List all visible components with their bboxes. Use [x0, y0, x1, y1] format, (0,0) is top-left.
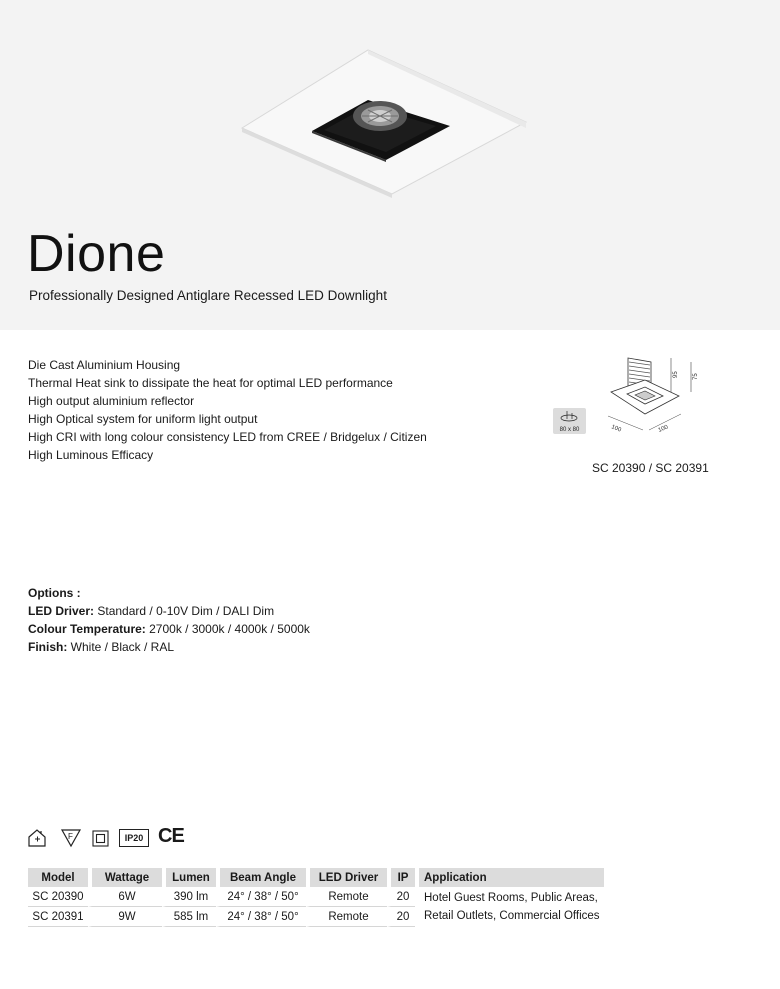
- product-subtitle: Professionally Designed Antiglare Recessed LED Downlight: [29, 288, 387, 303]
- option-label: Finish:: [28, 640, 68, 654]
- table-cell: 9W: [88, 907, 162, 927]
- ce-mark: CE: [158, 825, 184, 847]
- table-cell: SC 20391: [28, 907, 88, 927]
- ip-rating-badge: IP20: [119, 829, 149, 847]
- table-cell: 6W: [88, 887, 162, 907]
- column-header: LED Driver: [306, 868, 387, 887]
- column-header: Lumen: [162, 868, 216, 887]
- table-cell: 20: [387, 887, 415, 907]
- cutout-badge: [553, 408, 586, 434]
- feature-item: High Optical system for uniform light output: [28, 412, 258, 426]
- cutout-icon: [553, 408, 586, 426]
- table-cell: 585 lm: [162, 907, 216, 927]
- option-value: White / Black / RAL: [67, 640, 175, 654]
- feature-list: [28, 356, 427, 464]
- class-ii-icon: [91, 828, 111, 848]
- house-icon: [27, 828, 49, 848]
- feature-item: High CRI with long colour consistency LED from CREE / Bridgelux / Citizen: [28, 430, 427, 444]
- table-header-row: [28, 868, 604, 887]
- column-header: Beam Angle: [216, 868, 306, 887]
- f-mark-text: F: [68, 832, 73, 841]
- width-dimension-a: 100: [610, 424, 622, 434]
- application-cell: [415, 887, 604, 927]
- cutout-size: 80 x 80: [559, 427, 580, 433]
- feature-item: Die Cast Aluminium Housing: [28, 358, 181, 372]
- table-cell: Remote: [306, 907, 387, 927]
- option-led-driver: [28, 602, 310, 620]
- specification-table: [28, 868, 604, 927]
- column-header: Model: [28, 868, 88, 887]
- option-value: Standard / 0-10V Dim / DALI Dim: [94, 604, 275, 618]
- application-line: Hotel Guest Rooms, Public Areas,: [424, 892, 598, 904]
- column-header: IP: [387, 868, 415, 887]
- hero-section: [0, 0, 780, 330]
- width-dimension-b: 100: [657, 424, 670, 434]
- column-header: Wattage: [88, 868, 162, 887]
- options-heading: Options :: [28, 586, 81, 600]
- table-cell: SC 20390: [28, 887, 88, 907]
- table-cell: 20: [387, 907, 415, 927]
- table-cell: Remote: [306, 887, 387, 907]
- product-title: Dione: [27, 225, 166, 283]
- feature-item: Thermal Heat sink to dissipate the heat for optimal LED performance: [28, 376, 393, 390]
- table-cell: 24° / 38° / 50°: [216, 907, 306, 927]
- application-line: Retail Outlets, Commercial Offices: [424, 910, 600, 922]
- feature-item: High output aluminium reflector: [28, 394, 195, 408]
- options-section: [28, 584, 310, 656]
- column-header: Application: [415, 868, 604, 887]
- f-mark-icon: [60, 828, 82, 848]
- option-finish: [28, 638, 310, 656]
- model-code: SC 20390 / SC 20391: [592, 461, 709, 475]
- table-cell: 390 lm: [162, 887, 216, 907]
- height-dimension-a: 95: [673, 371, 679, 378]
- product-image: [238, 44, 530, 200]
- feature-item: High Luminous Efficacy: [28, 448, 154, 462]
- table-cell: 24° / 38° / 50°: [216, 887, 306, 907]
- option-value: 2700k / 3000k / 4000k / 5000k: [145, 622, 310, 636]
- option-colour-temperature: [28, 620, 310, 638]
- table-row: [28, 887, 604, 907]
- option-label: LED Driver:: [28, 604, 95, 618]
- option-label: Colour Temperature:: [28, 622, 146, 636]
- height-dimension-b: 75: [693, 373, 699, 380]
